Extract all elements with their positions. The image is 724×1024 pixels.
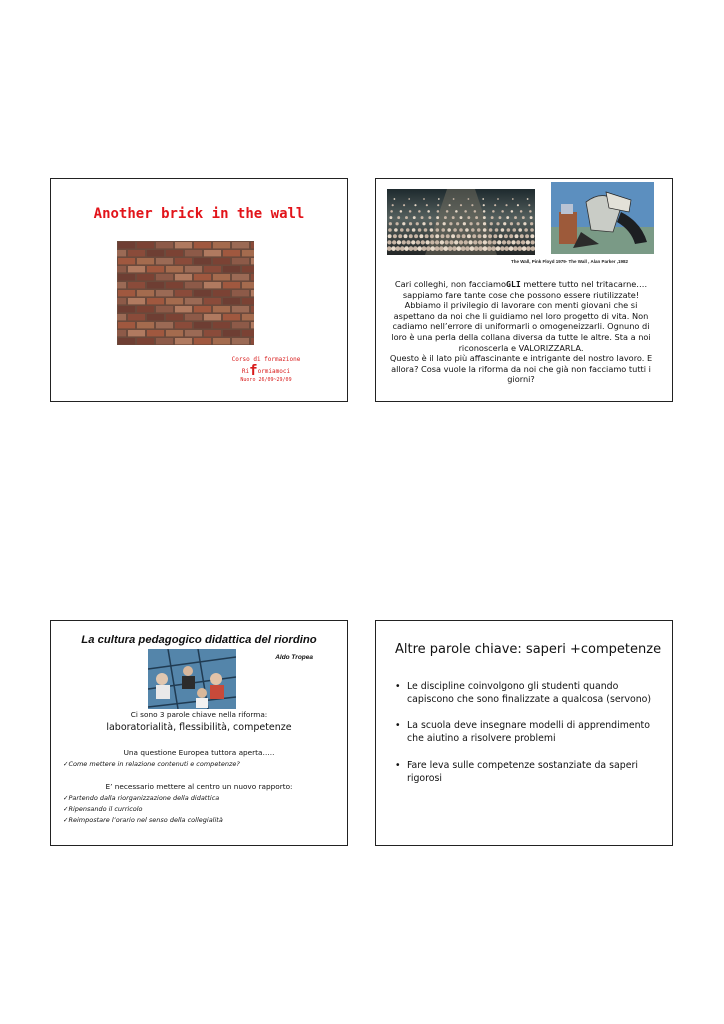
course-dates: Nuoro 26/09~29/09	[240, 377, 292, 383]
slide-3-line-3: Una questione Europea tuttora aperta…..	[123, 748, 275, 757]
the-wall-painting-image	[551, 182, 654, 254]
slide-3-line-1: Ci sono 3 parole chiave nella riforma:	[130, 710, 268, 719]
slide-3-title: La cultura pedagogico didattica del riordino	[81, 634, 317, 646]
course-name: Riformiamoci	[241, 363, 291, 379]
bullet-item-3: • Fare leva sulle competenze sostanziate da saperi rigorosi	[395, 760, 638, 784]
slide-3-author: Aldo Tropea	[275, 654, 313, 661]
brick-wall-image	[117, 241, 254, 345]
course-label: Corso di formazione	[231, 356, 301, 363]
slide-3-check-1: ✓Come mettere in relazione contenuti e competenze?	[63, 760, 240, 768]
slide-1-title: Another brick in the wall	[93, 206, 305, 222]
slide-3	[50, 620, 348, 846]
slide-3-check-3: ✓Ripensando il curricolo	[63, 805, 143, 813]
slide-3-line-2: laboratorialità, flessibilità, competenze	[106, 722, 292, 733]
classroom-people-image	[148, 649, 236, 709]
slide-3-line-4: E’ necessario mettere al centro un nuovo rapporto:	[105, 782, 293, 791]
slide-3-check-4: ✓Reimpostare l’orario nel senso della collegialità	[63, 816, 223, 824]
slide-2	[375, 178, 673, 402]
bullet-item-1: • Le discipline coinvolgono gli studenti quando capiscono che sono finalizzate a qualcosa (servono)	[395, 681, 652, 705]
slide-2-body: Cari colleghi, non facciamoGLI mettere tutto nel tritacarne…. sappiamo fare tante cose che possono essere riutilizzate! Abbiamo il privilegio di lavorare con menti giovani che si aspettano da noi che li guidiamo nel loro progetto di vita. Non cadiamo nell’errore di uniformarli o omogeneizzarli. Ognuno di loro è una perla della collana diversa da tutte le altre. Sta a noi riconoscerla e VALORIZZARLA. Questo è il lato più affascinante e intrigante del nostro lavoro. E allora? Cosa vuole la riforma da noi che già non facciamo tutti i giorni?	[389, 279, 653, 385]
auditorium-crowd-image	[387, 189, 535, 255]
bullet-item-2: • La scuola deve insegnare modelli di apprendimento che aiutino a risolvere problemi	[395, 720, 650, 744]
slide-4-title: Altre parole chiave: saperi +competenze	[395, 642, 662, 657]
course-info	[221, 355, 311, 385]
image-caption: The Wall, Pink Floyd 1979- The Wall , Alan Parker ,1982	[510, 259, 628, 264]
slide-4	[375, 620, 673, 846]
slide-1	[50, 178, 348, 402]
slide-3-check-2: ✓Partendo dalla riorganizzazione della didattica	[63, 794, 220, 802]
